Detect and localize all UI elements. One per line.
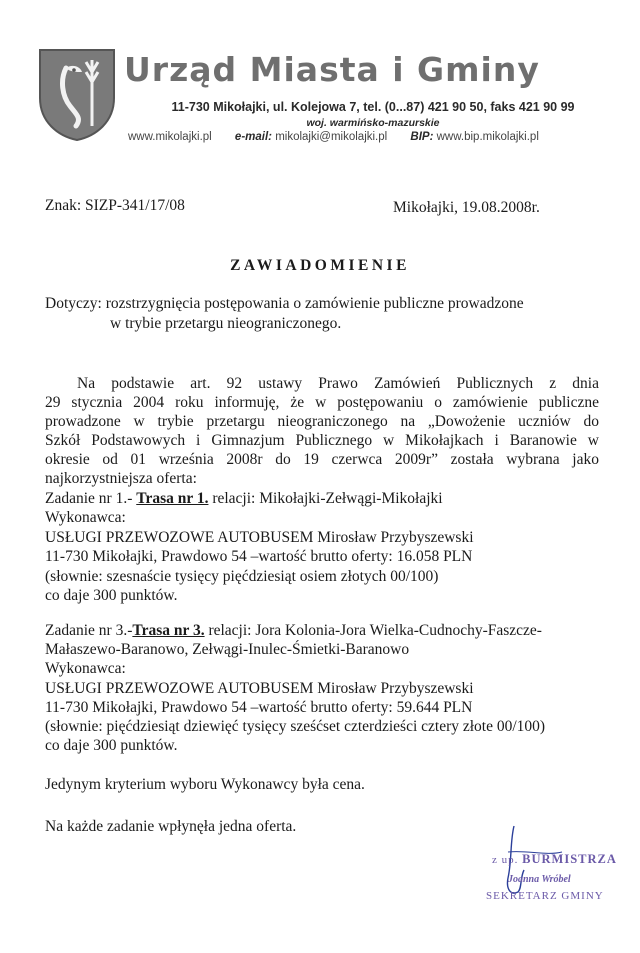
email-label: e-mail: [234, 131, 272, 143]
letterhead-address: 11-730 Mikołajki, ul. Kolejowa 7, tel. (0...87) 421 90 50, faks 421 90 99 [171, 100, 575, 114]
task1-route: Trasa nr 1. [136, 490, 209, 507]
bip-link[interactable]: www.bip.mikolajki.pl [436, 131, 539, 143]
intro-line-6: najkorzystniejsza oferta: [45, 470, 197, 487]
letterhead-region: woj. warmińsko-mazurskie [306, 117, 440, 129]
subject-line-1: Dotyczy: rozstrzygnięcia postępowania o zamówienie publiczne prowadzone [45, 295, 524, 312]
task3-route: Trasa nr 3. [132, 622, 205, 639]
intro-line-2: 29 stycznia 2004 roku informuję, że w postępowaniu o zamówienie publiczne [45, 394, 599, 411]
website-link[interactable]: www.mikolajki.pl [128, 131, 212, 143]
task3-relation-cont: Małaszewo-Baranowo, Zełwągi-Inulec-Śmietki-Baranowo [45, 641, 410, 658]
task3-prefix: Zadanie nr 3.- [45, 622, 133, 639]
task3-header [45, 621, 542, 640]
stamp-line-3: SEKRETARZ GMINY [486, 890, 604, 902]
subject-line-2: w trybie przetargu nieograniczonego. [110, 315, 342, 332]
stamp-line-1 [492, 852, 617, 867]
task1-address-value: 11-730 Mikołajki, Prawdowo 54 –wartość brutto oferty: 16.058 PLN [45, 548, 473, 565]
task1-value-words: (słownie: szesnaście tysięcy pięćdziesiąt osiem złotych 00/100) [45, 568, 439, 585]
task1-company: USŁUGI PRZEWOZOWE AUTOBUSEM Mirosław Przybyszewski [45, 529, 474, 546]
intro-line-3: prowadzone w trybie przetargu nieograniczonego na „Dowożenie uczniów do [45, 413, 599, 430]
email-link[interactable]: mikolajki@mikolajki.pl [275, 131, 388, 143]
offers-count: Na każde zadanie wpłynęła jedna oferta. [45, 818, 297, 835]
task1-header [45, 489, 443, 508]
task3-relation: relacji: Jora Kolonia-Jora Wielka-Cudnochy-Faszcze- [204, 622, 542, 639]
stamp-name: Joanna Wróbel [508, 874, 571, 885]
task3-points: co daje 300 punktów. [45, 737, 178, 754]
bip-label: BIP: [410, 131, 434, 143]
task1-points: co daje 300 punktów. [45, 587, 178, 604]
place-date: Mikołajki, 19.08.2008r. [393, 199, 540, 216]
reference-number: Znak: SIZP-341/17/08 [45, 197, 185, 214]
task1-contractor-label: Wykonawca: [45, 509, 126, 526]
task3-contractor-label: Wykonawca: [45, 660, 126, 677]
task3-address-value: 11-730 Mikołajki, Prawdowo 54 –wartość brutto oferty: 59.644 PLN [45, 699, 473, 716]
task3-value-words: (słownie: pięćdziesiąt dziewięć tysięcy sześćset czterdzieści cztery złote 00/100) [45, 718, 546, 735]
stamp-prefix: z up. [492, 854, 519, 866]
stamp-title: BURMISTRZA [522, 852, 617, 866]
letterhead-title: Urząd Miasta i Gminy [124, 50, 540, 89]
intro-line-5: okresie od 01 września 2008r do 19 czerwca 2009r” została wybrana jako [45, 451, 599, 468]
task1-prefix: Zadanie nr 1.- [45, 490, 137, 507]
task3-company: USŁUGI PRZEWOZOWE AUTOBUSEM Mirosław Przybyszewski [45, 680, 474, 697]
intro-line-1: Na podstawie art. 92 ustawy Prawo Zamówień Publicznych z dnia [77, 375, 599, 392]
letterhead-contacts [128, 131, 628, 143]
task1-relation: relacji: Mikołajki-Zełwągi-Mikołajki [208, 490, 443, 507]
document-title: ZAWIADOMIENIE [230, 257, 410, 274]
selection-criterion: Jedynym kryterium wyboru Wykonawcy była cena. [45, 776, 365, 793]
coat-of-arms-fish-icon [36, 46, 118, 142]
intro-line-4: Szkół Podstawowych i Gimnazjum Publicznego w Mikołajkach i Baranowie w [45, 432, 599, 449]
